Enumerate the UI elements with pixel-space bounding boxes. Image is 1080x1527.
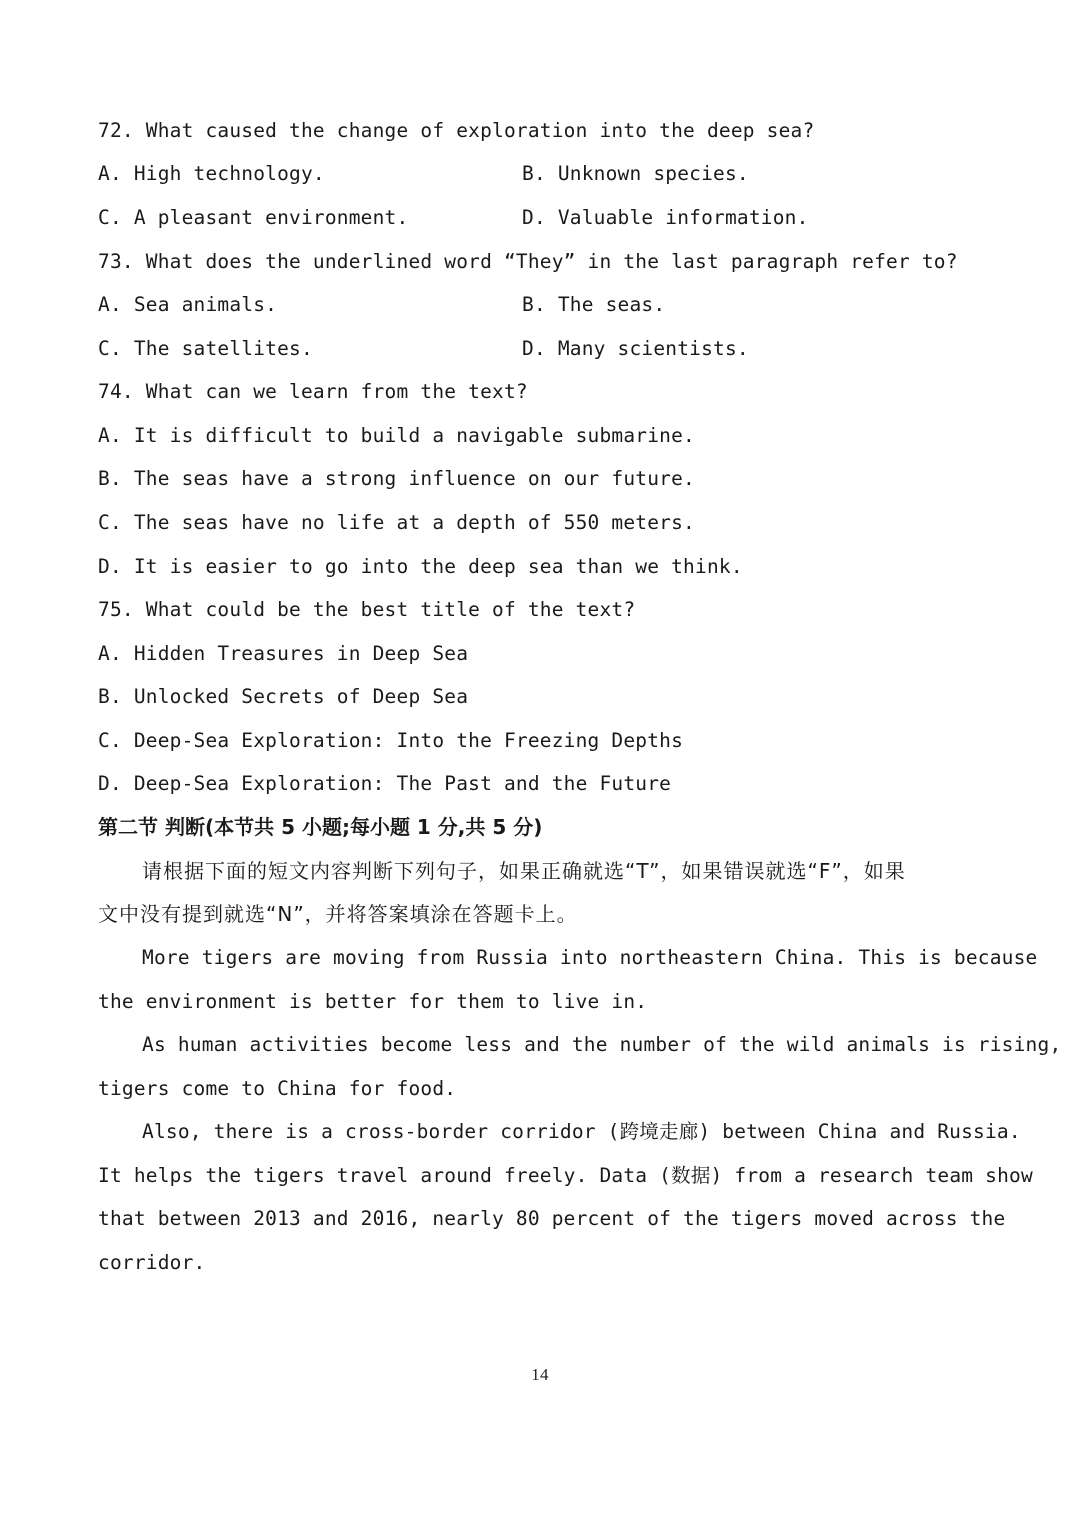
page-number: 14 <box>531 1365 549 1384</box>
question-74-stem: 74. What can we learn from the text? <box>98 380 528 403</box>
passage-paragraph-3-line-1: Also, there is a cross-border corridor (跨境走廊) between China and Russia. <box>142 1120 1021 1143</box>
section-2-title: 第二节 判断(本节共 5 小题;每小题 1 分,共 5 分) <box>98 815 543 839</box>
passage-paragraph-3-line-2: It helps the tigers travel around freely. Data (数据) from a research team show <box>98 1164 1033 1187</box>
question-73-stem: 73. What does the underlined word “They” in the last paragraph refer to? <box>98 250 958 273</box>
passage-paragraph-1-line-1: More tigers are moving from Russia into northeastern China. This is because <box>142 946 1038 969</box>
question-72-option-c: C. A pleasant environment. <box>98 206 409 229</box>
question-73-option-b: B. The seas. <box>522 293 666 316</box>
question-75-option-d: D. Deep-Sea Exploration: The Past and the Future <box>98 772 672 795</box>
passage-paragraph-3-line-3: that between 2013 and 2016, nearly 80 percent of the tigers moved across the <box>98 1207 1006 1230</box>
question-75-stem: 75. What could be the best title of the text? <box>98 598 636 621</box>
question-72-option-d: D. Valuable information. <box>522 206 809 229</box>
passage-paragraph-1-line-2: the environment is better for them to live in. <box>98 990 648 1013</box>
section-2-instruction-line-1: 请根据下面的短文内容判断下列句子，如果正确就选“T”，如果错误就选“F”，如果 <box>142 859 906 883</box>
question-73-option-a: A. Sea animals. <box>98 293 278 316</box>
question-75-option-a: A. Hidden Treasures in Deep Sea <box>98 642 469 665</box>
passage-paragraph-2-line-2: tigers come to China for food. <box>98 1077 457 1100</box>
question-74-option-b: B. The seas have a strong influence on our future. <box>98 467 695 490</box>
passage-paragraph-3-line-4: corridor. <box>98 1251 206 1274</box>
question-75-option-c: C. Deep-Sea Exploration: Into the Freezing Depths <box>98 729 684 752</box>
question-74-option-d: D. It is easier to go into the deep sea than we think. <box>98 555 743 578</box>
question-72-stem: 72. What caused the change of exploration into the deep sea? <box>98 119 815 142</box>
question-74-option-a: A. It is difficult to build a navigable submarine. <box>98 424 695 447</box>
question-74-option-c: C. The seas have no life at a depth of 550 meters. <box>98 511 695 534</box>
question-73-option-c: C. The satellites. <box>98 337 313 360</box>
passage-paragraph-2-line-1: As human activities become less and the number of the wild animals is rising, <box>142 1033 1062 1056</box>
section-2-instruction-line-2: 文中没有提到就选“N”，并将答案填涂在答题卡上。 <box>98 902 578 926</box>
question-72-option-a: A. High technology. <box>98 162 325 185</box>
question-72-option-b: B. Unknown species. <box>522 162 749 185</box>
question-73-option-d: D. Many scientists. <box>522 337 749 360</box>
question-75-option-b: B. Unlocked Secrets of Deep Sea <box>98 685 469 708</box>
